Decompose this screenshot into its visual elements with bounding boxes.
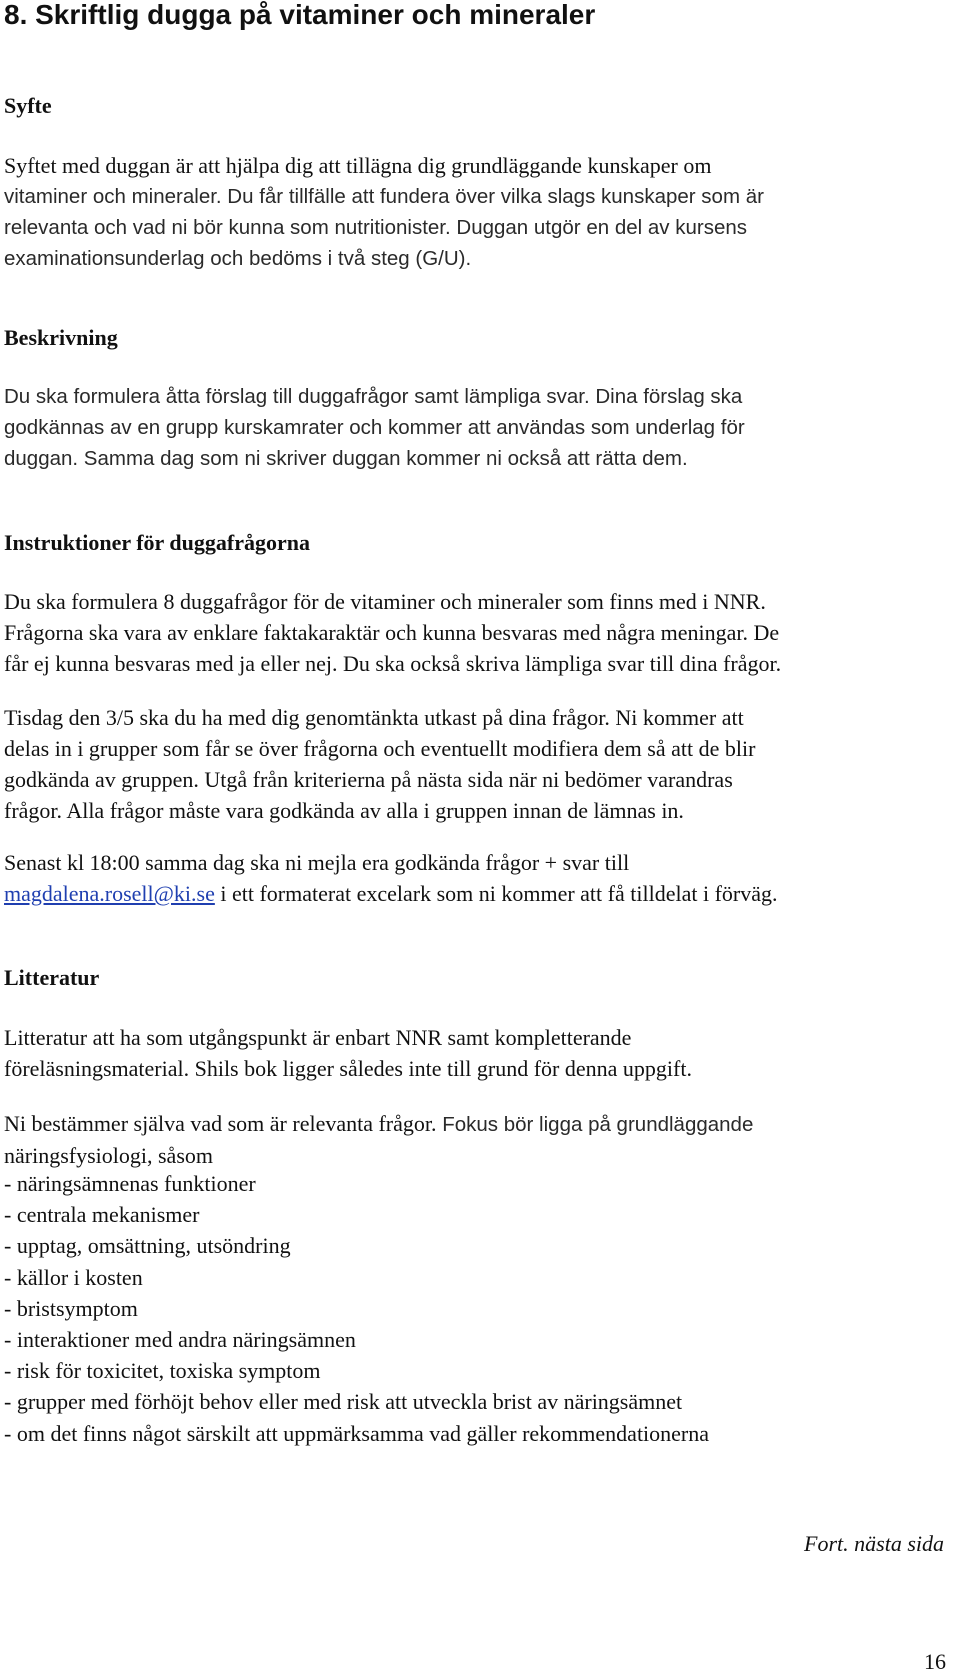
syfte-line-2: vitaminer och mineraler. Du får tillfälle att fundera över vilka slags kunskaper som är <box>4 185 764 208</box>
list-item: - upptag, omsättning, utsöndring <box>4 1233 291 1259</box>
section-heading-instruktioner: Instruktioner för duggafrågorna <box>4 530 310 555</box>
list-item: - centrala mekanismer <box>4 1202 200 1228</box>
beskrivning-paragraph <box>4 381 954 474</box>
list-item: - risk för toxicitet, toxiska symptom <box>4 1358 321 1384</box>
document-title: 8. Skriftlig dugga på vitaminer och mineraler <box>4 0 596 30</box>
instruktioner-p3-line-1: Senast kl 18:00 samma dag ska ni mejla era godkända frågor + svar till <box>4 850 630 875</box>
continuation-note: Fort. nästa sida <box>804 1531 944 1556</box>
list-item: - källor i kosten <box>4 1264 143 1290</box>
instruktioner-p1-line-2: Frågorna ska vara av enklare faktakaraktär och kunna besvaras med några meningar. De <box>4 620 780 645</box>
section-heading-syfte: Syfte <box>4 93 52 118</box>
list-item: - näringsämnenas funktioner <box>4 1171 256 1196</box>
beskrivning-line-1: Du ska formulera åtta förslag till duggafrågor samt lämpliga svar. Dina förslag ska <box>4 385 743 408</box>
page-number: 16 <box>924 1649 946 1674</box>
instruktioner-paragraph-1 <box>4 586 954 679</box>
instruktioner-p3-line-2-rest: i ett formaterat excelark som ni kommer att få tilldelat i förväg. <box>214 881 778 906</box>
litteratur-p1-line-1: Litteratur att ha som utgångspunkt är enbart NNR samt kompletterande <box>4 1025 632 1050</box>
litteratur-topic-list <box>4 1168 709 1449</box>
list-item: - grupper med förhöjt behov eller med risk att utveckla brist av näringsämnet <box>4 1389 683 1415</box>
instruktioner-p1-line-3: får ej kunna besvaras med ja eller nej. Du ska också skriva lämpliga svar till dina frågor. <box>4 651 782 676</box>
section-heading-litteratur: Litteratur <box>4 965 100 990</box>
section-heading-beskrivning: Beskrivning <box>4 325 118 350</box>
instruktioner-p1-line-1: Du ska formulera 8 duggafrågor för de vitaminer och mineraler som finns med i NNR. <box>4 589 766 614</box>
list-item: - om det finns något särskilt att uppmärksamma vad gäller rekommendationerna <box>4 1420 710 1446</box>
instruktioner-p2-line-3: godkända av gruppen. Utgå från kriterierna på nästa sida när ni bedömer varandras <box>4 767 733 792</box>
litteratur-p2-line-1-sans: Fokus bör ligga på grundläggande <box>436 1113 754 1136</box>
instruktioner-paragraph-2 <box>4 702 954 826</box>
litteratur-paragraph-2 <box>4 1108 954 1171</box>
beskrivning-line-3: duggan. Samma dag som ni skriver duggan kommer ni också att rätta dem. <box>4 447 688 470</box>
litteratur-p1-line-2: föreläsningsmaterial. Shils bok ligger således inte till grund för denna uppgift. <box>4 1056 692 1081</box>
syfte-line-1: Syftet med duggan är att hjälpa dig att tillägna dig grundläggande kunskaper om <box>4 153 712 178</box>
litteratur-p2-line-2: näringsfysiologi, såsom <box>4 1143 213 1168</box>
syfte-line-3: relevanta och vad ni bör kunna som nutritionister. Duggan utgör en del av kursens <box>4 216 747 239</box>
instruktioner-p2-line-1: Tisdag den 3/5 ska du ha med dig genomtänkta utkast på dina frågor. Ni kommer att <box>4 705 744 730</box>
instruktioner-p3-line-2 <box>4 878 954 909</box>
list-item: - bristsymptom <box>4 1295 138 1321</box>
beskrivning-line-2: godkännas av en grupp kurskamrater och kommer att användas som underlag för <box>4 416 745 439</box>
email-link[interactable]: magdalena.rosell@ki.se <box>4 881 215 906</box>
list-item: - interaktioner med andra näringsämnen <box>4 1327 356 1353</box>
instruktioner-p2-line-2: delas in i grupper som får se över frågorna och eventuellt modifiera dem så att de blir <box>4 736 756 761</box>
syfte-paragraph <box>4 150 954 274</box>
instruktioner-paragraph-3 <box>4 847 954 909</box>
syfte-line-4: examinationsunderlag och bedöms i två steg (G/U). <box>4 247 472 270</box>
litteratur-p2-line-1-serif: Ni bestämmer själva vad som är relevanta frågor. <box>4 1111 437 1136</box>
litteratur-paragraph-1 <box>4 1022 954 1084</box>
litteratur-p2-line-1 <box>4 1108 954 1140</box>
instruktioner-p2-line-4: frågor. Alla frågor måste vara godkända av alla i gruppen innan de lämnas in. <box>4 798 684 823</box>
